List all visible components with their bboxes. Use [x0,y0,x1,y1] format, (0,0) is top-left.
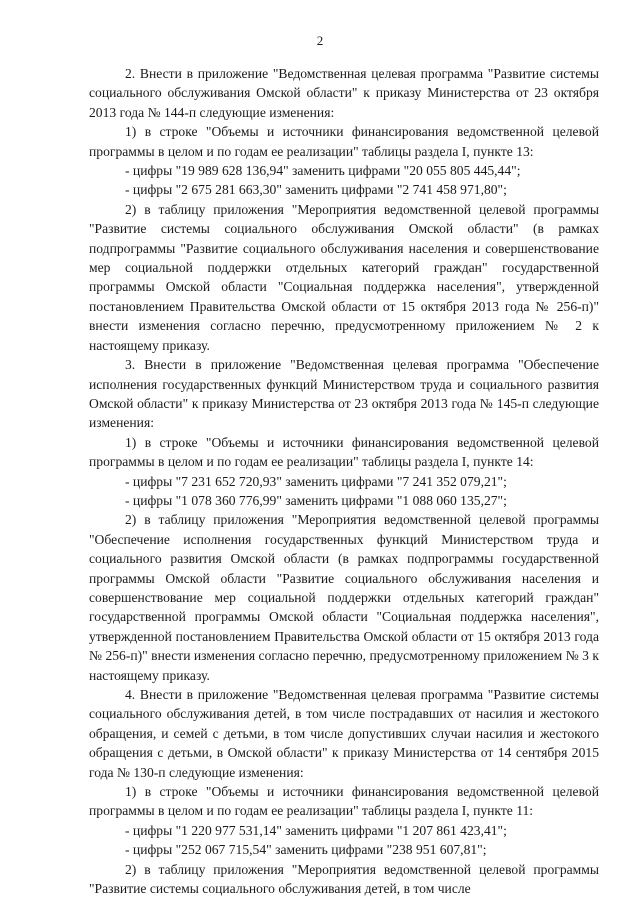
paragraph-item-4-intro: 4. Внести в приложение "Ведомственная целевая программа "Развитие системы социального обслуживания детей, в том числе пострадавших от насилия и жестокого обращения, и семей с детьми, в том числе допустивших случаи насилия и жестокого обращения с детьми, в Омской области" к приказу Министерства от 14 сентября 2015 года № 130-п следующие изменения: [89,687,599,780]
paragraph-item-4-figure-change-2: - цифры "252 067 715,54" заменить цифрами "238 951 607,81"; [125,842,487,858]
document-body [89,64,599,898]
paragraph-item-3-sub-1: 1) в строке "Объемы и источники финансирования ведомственной целевой программы в целом и по годам ее реализации" таблицы раздела I, пункте 14: [89,434,599,470]
paragraph-item-4-sub-1: 1) в строке "Объемы и источники финансирования ведомственной целевой программы в целом и по годам ее реализации" таблицы раздела I, пункте 11: [89,784,599,819]
paragraph-item-2-intro: 2. Внести в приложение "Ведомственная целевая программа "Развитие системы социального обслуживания Омской области" к приказу Министерства от 23 октября 2013 года № 144-п следующие изменения: [89,66,599,120]
page-number: 2 [316,33,324,48]
paragraph-item-2-figure-change-1: - цифры "19 989 628 136,94" заменить цифрами "20 055 805 445,44"; [125,163,521,179]
paragraph-item-3-figure-change-1: - цифры "7 231 652 720,93" заменить цифрами "7 241 352 079,21"; [125,473,507,489]
paragraph-item-2-sub-2: 2) в таблицу приложения "Мероприятия ведомственной целевой программы "Развитие системы социального обслуживания Омской области" (в рамках подпрограммы "Развитие социального обслуживания населения и совершенствование мер социальной поддержки отдельных категорий граждан" государственной программы Омской области "Социальная поддержка населения", утвержденной постановлением Правительства Омской области от 15 октября 2013 года № 256-п)" внести изменения согласно перечню, предусмотренному приложением № 2 к настоящему приказу. [89,201,599,353]
paragraph-item-2-sub-1: 1) в строке "Объемы и источники финансирования ведомственной целевой программы в целом и по годам ее реализации" таблицы раздела I, пункте 13: [89,124,599,159]
paragraph-item-3-sub-2: 2) в таблицу приложения "Мероприятия ведомственной целевой программы "Обеспечение исполнения государственных функций Министерством труда и социального развития Омской области (в рамках подпрограммы государственной программы Омской области "Развитие социального обслуживания населения и совершенствование мер социальной поддержки отдельных категорий граждан" государственной программы Омской области "Социальная поддержка населения", утвержденной постановлением Правительства Омской области от 15 октября 2013 года № 256-п)" внести изменения согласно перечню, предусмотренному приложением № 3 к настоящему приказу. [89,512,599,683]
paragraph-item-4-figure-change-1: - цифры "1 220 977 531,14" заменить цифрами "1 207 861 423,41"; [125,822,507,838]
paragraph-item-3-intro: 3. Внести в приложение "Ведомственная целевая программа "Обеспечение исполнения государственных функций Министерством труда и социального развития Омской области" к приказу Министерства от 23 октября 2013 года № 145-п следующие изменения: [89,357,599,431]
paragraph-item-4-sub-2: 2) в таблицу приложения "Мероприятия ведомственной целевой программы "Развитие системы социального обслуживания детей, в том числе [89,861,599,897]
paragraph-item-3-figure-change-2: - цифры "1 078 360 776,99" заменить цифрами "1 088 060 135,27"; [125,492,507,508]
paragraph-item-2-figure-change-2: - цифры "2 675 281 663,30" заменить цифрами "2 741 458 971,80"; [125,182,507,198]
